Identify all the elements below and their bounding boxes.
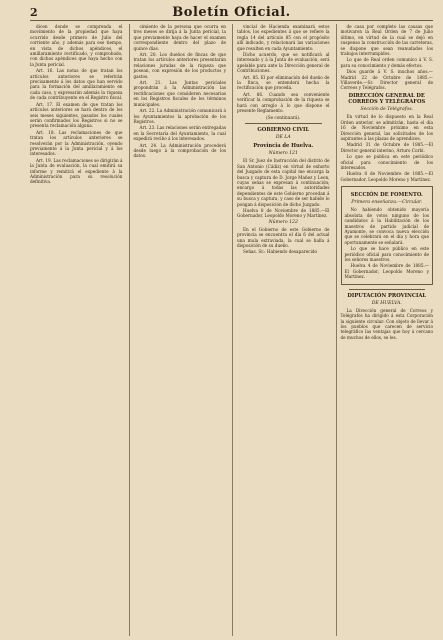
section-subheading: Sección de Telégrafos. [360, 107, 414, 113]
column-4 [336, 24, 434, 636]
paragraph: Art. 16. Las notas de que tratan los artículos anteriores se referirán precisamente á los datos que han servido para la formación del amillaramiento en cada caso, y expresarán además la riqueza de cada contribuyente en el Registro fiscal. [30, 68, 123, 101]
column-1 [30, 24, 123, 636]
section-subheading: Primera enseñanza.—Circular. [351, 200, 423, 206]
paragraph: vincial de Hacienda examinará estos tablos, los expedientes á que se refiere la regla 14 del artículo 85 con el propósito allí indicado, y relacionará las variaciones que resulten en cada Ayuntamiento. [237, 24, 330, 51]
paragraph: Art. 24. La Administración procederá desde luego á la comprobación de los datos. [133, 142, 226, 159]
paragraph: Art. 85. El por eliminación del dueño de la finca, se entenderá hecha la rectificación que proceda. [237, 74, 330, 91]
paragraph: El Sr. Juez de Instrucción del distrito de San Antonio (Cádiz) en virtud de exhorto del Juzgado de esta capital me encarga la busca y captura de D. Jorge Mañez y Leon, cuyas señas se expresan á continuación; encargo á todas las autoridades dependientes de este Gobierno procedan á su busca y captura, y caso de ser habido lo pongan á disposición de dicho Juzgado. [237, 158, 330, 207]
section-heading: GOBIERNO CIVIL [257, 126, 310, 133]
signature-line: Huelva 8 de Noviembre de 1885.—El Gobernador, Leopoldo Moreno y Martínez. [237, 207, 330, 219]
paragraph: Art. 21. Las Juntas periciales propondrán á la Administración las rectificaciones que consideren necesarias en los Registros fiscales de los términos municipales. [133, 80, 226, 107]
paragraph: En el Gobierno de este Gobierno de provincia se encuentra el día 6 del actual una mula extraviada, la cual se halla á disposición de su dueño. [237, 226, 330, 248]
circular-number: Número 121 [268, 151, 298, 157]
paragraph: La Dirección general de Correos y Telégrafos ha dirigido á esta Corporación la siguiente circular: Con objeto de llevar á los pueblos que carecen de servicio telegráfico las ventajas que hoy á cercano de muchos de ellos, se les. [340, 307, 433, 340]
signature-line: Huelva 4 de Noviembre de 1885.—El Gobernador, Leopoldo Moreno y Martínez. [344, 263, 429, 280]
fomento-section [341, 186, 434, 284]
paragraph: Lo que se publica en este periódico oficial para conocimiento de los interesados. [340, 154, 433, 170]
divider [349, 289, 426, 290]
publication-title: Boletín Oficial. [172, 4, 291, 20]
paragraph: No habiendo obtenido mayoría absoluta de votos ninguno de los candidatos á la Habilitación de los maestros de partido judicial de Ayamonte, se convoca nueva elección que se celebrará en el día y hora que oportunamente se señalará. [344, 207, 429, 245]
circular-number: Número 122 [268, 219, 298, 225]
paragraph: cimiento de la persona que ocurra en tres meses se dirija á la Junta pericial, la que previamente haya de hacer el examen correspondiente dentro del plazo de quince días. [133, 24, 226, 51]
page-number: 2 [30, 5, 38, 19]
section-heading: SECCIÓN DE FOMENTO. [350, 192, 423, 199]
divider [245, 123, 322, 124]
paragraph: Art. 20. Los dueños de fincas de que tratan los artículos anteriores presentarán relaciones juradas de la riqueza que posean, con expresión de los productos y gastos. [133, 52, 226, 79]
paragraph: de casa por completo las causas que motivaron la Real Orden de 7 de Julio último, en virtud de la cual se dejó en suspenso la construcción de las carreteras, se dispone que sean reanudados los trabajos interrumpidos. [340, 24, 433, 57]
signature-line: Huelva 8 de Noviembre de 1885.—El Gobernador, Leopoldo Moreno y Martínez. [340, 171, 433, 182]
text-columns [30, 24, 433, 636]
paragraph: En virtud de lo dispuesto en la Real Orden anterior, se admitirán, hasta el día 16 de Noviembre próximo en esta Dirección general, las solicitudes de los aspirantes á las plazas de aprendices. [340, 114, 433, 141]
paragraph: Art. 86. Cuando sea conveniente verificar la comprobación de la riqueza se hará con arreglo á lo que dispone el presente Reglamento. [237, 91, 330, 114]
paragraph: Lo que de Real orden comunico á V. S. para su conocimiento y demás efectos. [340, 57, 433, 68]
paragraph: dicen donde se comprenda el movimiento de la propiedad que haya ocurrido desde primero de Julio del corriente año, y además para ese tiempo, en vista de dichos apéndices, el amillaramiento rectificado, y comprobado, con dichos apéndices que haya hecho con la Junta pericial. [30, 24, 123, 67]
column-3 [232, 24, 330, 636]
paragraph: Art. 22. La Administración comunicará á los Ayuntamientos la aprobación de los Registros. [133, 108, 226, 124]
continuation-note: (Se continuará). [266, 114, 301, 120]
section-subheading: DE LA [275, 135, 291, 141]
paragraph: Dicho acuerdo, que se notificará al interesado y á la Junta de evaluación, será apelable para ante la Dirección general de Contribuciones. [237, 52, 330, 74]
province-heading: Provincia de Huelva. [253, 143, 314, 150]
paragraph: Madrid 31 de Octubre de 1885.—El Director general interino, Arturo Corbí. [340, 142, 433, 153]
section-heading: DIRECCIÓN GENERAL DE CORREOS Y TELÉGRAFOS [348, 92, 426, 106]
paragraph: Dios guarde á V. S. muchos años.—Madrid 22 de Octubre de 1885.—Villaverde.—Sr. Director general de Correos y Telégrafos. [340, 69, 433, 91]
paragraph: Lo que se hace público en este periódico oficial para conocimiento de los señores maestros. [344, 246, 429, 263]
paragraph: Art. 18. Las reclamaciones de que tratan los artículos anteriores se resolverán por la Administración, oyendo previamente á la Junta pericial y á los interesados. [30, 129, 123, 157]
column-2 [129, 24, 227, 636]
section-subheading: DE HUELVA. [371, 300, 402, 306]
paragraph: Señas. Sr.: Habiendo desaparecido [243, 249, 318, 255]
paragraph: Art. 17. El examen de que tratan los artículos anteriores se hará dentro de los seis meses siguientes, pasados los cuales serán confirmados los Registros si no se presenta reclamación alguna. [30, 101, 123, 129]
paragraph: Art. 23. Las relaciones serán entregadas en la Secretaría del Ayuntamiento, la cual expedirá recibo á los interesados. [133, 125, 226, 142]
section-heading: DIPUTACIÓN PROVINCIAL [347, 292, 427, 299]
paragraph: Art. 19. Las reclamaciones se dirigirán á la Junta de evaluación, la cual emitirá su informe y remitirá el expediente á la Administración para su resolución definitiva. [30, 157, 123, 185]
page-header [30, 4, 433, 21]
